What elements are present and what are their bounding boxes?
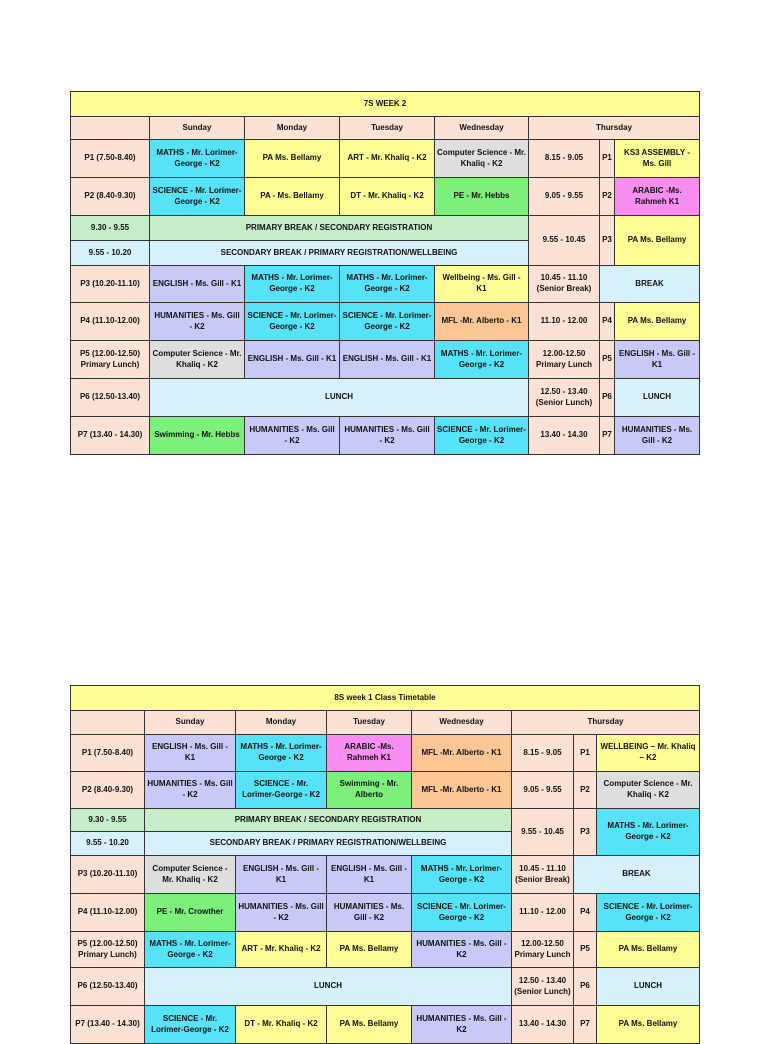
lesson-cell: Wellbeing - Ms. Gill - K1 xyxy=(435,266,529,303)
period-label: P2 (8.40-9.30) xyxy=(71,178,150,216)
lesson-cell: ENGLISH - Ms. Gill - K1 xyxy=(145,735,236,772)
thursday-time: 8.15 - 9.05 xyxy=(529,140,600,178)
thursday-time: 13.40 - 14.30 xyxy=(529,417,600,455)
lesson-cell: ENGLISH - Ms. Gill - K1 xyxy=(340,341,435,379)
period-label: P2 (8.40-9.30) xyxy=(71,772,145,809)
thursday-time: 10.45 - 11.10 (Senior Break) xyxy=(529,266,600,303)
thursday-period: P3 xyxy=(600,216,615,266)
lesson-cell: HUMANITIES - Ms. Gill - K2 xyxy=(327,894,412,932)
lesson-cell: Computer Science - Mr. Khaliq - K2 xyxy=(597,772,700,809)
lesson-cell: Computer Science - Mr. Khaliq - K2 xyxy=(145,856,236,894)
day-header-thursday: Thursday xyxy=(512,711,700,735)
thursday-break: BREAK xyxy=(600,266,700,303)
lesson-cell: SCIENCE - Mr. Lorimer-George - K2 xyxy=(412,894,512,932)
day-header-thursday: Thursday xyxy=(529,117,700,140)
corner-cell xyxy=(71,711,145,735)
day-header-sunday: Sunday xyxy=(150,117,245,140)
lunch-banner: LUNCH xyxy=(150,379,529,417)
lesson-cell: ENGLISH - Ms. Gill - K1 xyxy=(245,341,340,379)
thursday-time: 12.50 - 13.40 (Senior Lunch) xyxy=(512,968,574,1006)
timetable-title: 8S week 1 Class Timetable xyxy=(71,686,700,711)
period-label: P4 (11.10-12.00) xyxy=(71,303,150,341)
lesson-cell: SCIENCE - Mr. Lorimer-George - K2 xyxy=(236,772,327,809)
thursday-period: P3 xyxy=(574,809,597,856)
lesson-cell: ENGLISH - Ms. Gill - K1 xyxy=(327,856,412,894)
primary-break-banner: PRIMARY BREAK / SECONDARY REGISTRATION xyxy=(145,809,512,832)
thursday-period: P4 xyxy=(600,303,615,341)
lesson-cell: MATHS - Mr. Lorimer-George - K2 xyxy=(435,341,529,379)
thursday-period: P6 xyxy=(600,379,615,417)
thursday-time: 11.10 - 12.00 xyxy=(512,894,574,932)
thursday-period: P7 xyxy=(600,417,615,455)
day-header-wednesday: Wednesday xyxy=(412,711,512,735)
period-label: P5 (12.00-12.50) Primary Lunch) xyxy=(71,932,145,968)
lesson-cell: HUMANITIES - Ms. Gill - K2 xyxy=(615,417,700,455)
lesson-cell: PA Ms. Bellamy xyxy=(615,303,700,341)
lesson-cell: ART - Mr. Khaliq - K2 xyxy=(340,140,435,178)
period-label: P7 (13.40 - 14.30) xyxy=(71,1006,145,1044)
thursday-time: 12.00-12.50 Primary Lunch xyxy=(529,341,600,379)
thursday-period: P1 xyxy=(574,735,597,772)
day-header-tuesday: Tuesday xyxy=(327,711,412,735)
lesson-cell: MATHS - Mr. Lorimer-George - K2 xyxy=(340,266,435,303)
timetable-title: 7S WEEK 2 xyxy=(71,92,700,117)
thursday-lunch: LUNCH xyxy=(597,968,700,1006)
period-label: P1 (7.50-8.40) xyxy=(71,735,145,772)
thursday-time: 9.05 - 9.55 xyxy=(512,772,574,809)
lesson-cell: HUMANITIES - Ms. Gill - K2 xyxy=(412,1006,512,1044)
lesson-cell: HUMANITIES - Ms. Gill - K2 xyxy=(236,894,327,932)
lesson-cell: PA Ms. Bellamy xyxy=(615,216,700,266)
day-header-wednesday: Wednesday xyxy=(435,117,529,140)
day-header-sunday: Sunday xyxy=(145,711,236,735)
lesson-cell: ARABIC -Ms. Rahmeh K1 xyxy=(615,178,700,216)
thursday-period: P7 xyxy=(574,1006,597,1044)
period-label: P3 (10.20-11.10) xyxy=(71,266,150,303)
thursday-time: 13.40 - 14.30 xyxy=(512,1006,574,1044)
lesson-cell: PA - Ms. Bellamy xyxy=(245,178,340,216)
lesson-cell: ENGLISH - Ms. Gill - K1 xyxy=(150,266,245,303)
lesson-cell: HUMANITIES - Ms. Gill - K2 xyxy=(412,932,512,968)
thursday-time: 9.05 - 9.55 xyxy=(529,178,600,216)
thursday-time: 9.55 - 10.45 xyxy=(529,216,600,266)
lesson-cell: MATHS - Mr. Lorimer-George - K2 xyxy=(597,809,700,856)
lesson-cell: PE - Mr. Hebbs xyxy=(435,178,529,216)
period-label: P6 (12.50-13.40) xyxy=(71,379,150,417)
break-label: 9.55 - 10.20 xyxy=(71,241,150,266)
lesson-cell: ARABIC -Ms. Rahmeh K1 xyxy=(327,735,412,772)
primary-break-banner: PRIMARY BREAK / SECONDARY REGISTRATION xyxy=(150,216,529,241)
lesson-cell: SCIENCE - Mr. Lorimer-George - K2 xyxy=(245,303,340,341)
thursday-period: P4 xyxy=(574,894,597,932)
lesson-cell: DT - Mr. Khaliq - K2 xyxy=(340,178,435,216)
lesson-cell: SCIENCE - Mr. Lorimer-George - K2 xyxy=(340,303,435,341)
lesson-cell: SCIENCE - Mr. Lorimer-George - K2 xyxy=(150,178,245,216)
lesson-cell: PE - Mr. Crowther xyxy=(145,894,236,932)
lesson-cell: Computer Science - Mr. Khaliq - K2 xyxy=(435,140,529,178)
day-header-monday: Monday xyxy=(236,711,327,735)
period-label: P5 (12.00-12.50) Primary Lunch) xyxy=(71,341,150,379)
lesson-cell: MATHS - Mr. Lorimer-George - K2 xyxy=(412,856,512,894)
lesson-cell: Swimming - Mr. Alberto xyxy=(327,772,412,809)
thursday-period: P2 xyxy=(574,772,597,809)
break-label: 9.30 - 9.55 xyxy=(71,216,150,241)
lesson-cell: PA Ms. Bellamy xyxy=(327,1006,412,1044)
lesson-cell: MFL -Mr. Alberto - K1 xyxy=(435,303,529,341)
lesson-cell: MATHS - Mr. Lorimer-George - K2 xyxy=(236,735,327,772)
secondary-break-banner: SECONDARY BREAK / PRIMARY REGISTRATION/WELLBEING xyxy=(150,241,529,266)
lesson-cell: MATHS - Mr. Lorimer-George - K2 xyxy=(145,932,236,968)
thursday-time: 12.50 - 13.40 (Senior Lunch) xyxy=(529,379,600,417)
timetable-7s-week-2 xyxy=(70,91,700,455)
lesson-cell: PA Ms. Bellamy xyxy=(597,1006,700,1044)
thursday-period: P1 xyxy=(600,140,615,178)
thursday-lunch: LUNCH xyxy=(615,379,700,417)
period-label: P1 (7.50-8.40) xyxy=(71,140,150,178)
lesson-cell: MATHS - Mr. Lorimer-George - K2 xyxy=(150,140,245,178)
lesson-cell: MATHS - Mr. Lorimer-George - K2 xyxy=(245,266,340,303)
thursday-time: 8.15 - 9.05 xyxy=(512,735,574,772)
lesson-cell: HUMANITIES - Ms. Gill - K2 xyxy=(145,772,236,809)
lesson-cell: ENGLISH - Ms. Gill - K1 xyxy=(615,341,700,379)
thursday-time: 12.00-12.50 Primary Lunch xyxy=(512,932,574,968)
thursday-period: P6 xyxy=(574,968,597,1006)
thursday-break: BREAK xyxy=(574,856,700,894)
day-header-monday: Monday xyxy=(245,117,340,140)
lesson-cell: PA Ms. Bellamy xyxy=(597,932,700,968)
lesson-cell: DT - Mr. Khaliq - K2 xyxy=(236,1006,327,1044)
lesson-cell: HUMANITIES - Ms. Gill - K2 xyxy=(150,303,245,341)
lesson-cell: PA Ms. Bellamy xyxy=(245,140,340,178)
thursday-period: P2 xyxy=(600,178,615,216)
thursday-time: 9.55 - 10.45 xyxy=(512,809,574,856)
lesson-cell: HUMANITIES - Ms. Gill - K2 xyxy=(340,417,435,455)
lesson-cell: ART - Mr. Khaliq - K2 xyxy=(236,932,327,968)
break-label: 9.30 - 9.55 xyxy=(71,809,145,832)
lesson-cell: MFL -Mr. Alberto - K1 xyxy=(412,772,512,809)
lesson-cell: Swimming - Mr. Hebbs xyxy=(150,417,245,455)
period-label: P4 (11.10-12.00) xyxy=(71,894,145,932)
period-label: P7 (13.40 - 14.30) xyxy=(71,417,150,455)
lesson-cell: SCIENCE - Mr. Lorimer-George - K2 xyxy=(597,894,700,932)
timetable-8s-week-1 xyxy=(70,685,700,1044)
lesson-cell: SCIENCE - Mr. Lorimer-George - K2 xyxy=(435,417,529,455)
thursday-time: 11.10 - 12.00 xyxy=(529,303,600,341)
lesson-cell: Computer Science - Mr. Khaliq - K2 xyxy=(150,341,245,379)
period-label: P3 (10.20-11.10) xyxy=(71,856,145,894)
thursday-time: 10.45 - 11.10 (Senior Break) xyxy=(512,856,574,894)
secondary-break-banner: SECONDARY BREAK / PRIMARY REGISTRATION/WELLBEING xyxy=(145,832,512,856)
day-header-tuesday: Tuesday xyxy=(340,117,435,140)
thursday-period: P5 xyxy=(600,341,615,379)
lesson-cell: ENGLISH - Ms. Gill - K1 xyxy=(236,856,327,894)
lesson-cell: HUMANITIES - Ms. Gill - K2 xyxy=(245,417,340,455)
lunch-banner: LUNCH xyxy=(145,968,512,1006)
lesson-cell: MFL -Mr. Alberto - K1 xyxy=(412,735,512,772)
lesson-cell: SCIENCE - Mr. Lorimer-George - K2 xyxy=(145,1006,236,1044)
lesson-cell: KS3 ASSEMBLY - Ms. Gill xyxy=(615,140,700,178)
lesson-cell: WELLBEING – Mr. Khaliq – K2 xyxy=(597,735,700,772)
thursday-period: P5 xyxy=(574,932,597,968)
corner-cell xyxy=(71,117,150,140)
lesson-cell: PA Ms. Bellamy xyxy=(327,932,412,968)
break-label: 9.55 - 10.20 xyxy=(71,832,145,856)
period-label: P6 (12.50-13.40) xyxy=(71,968,145,1006)
